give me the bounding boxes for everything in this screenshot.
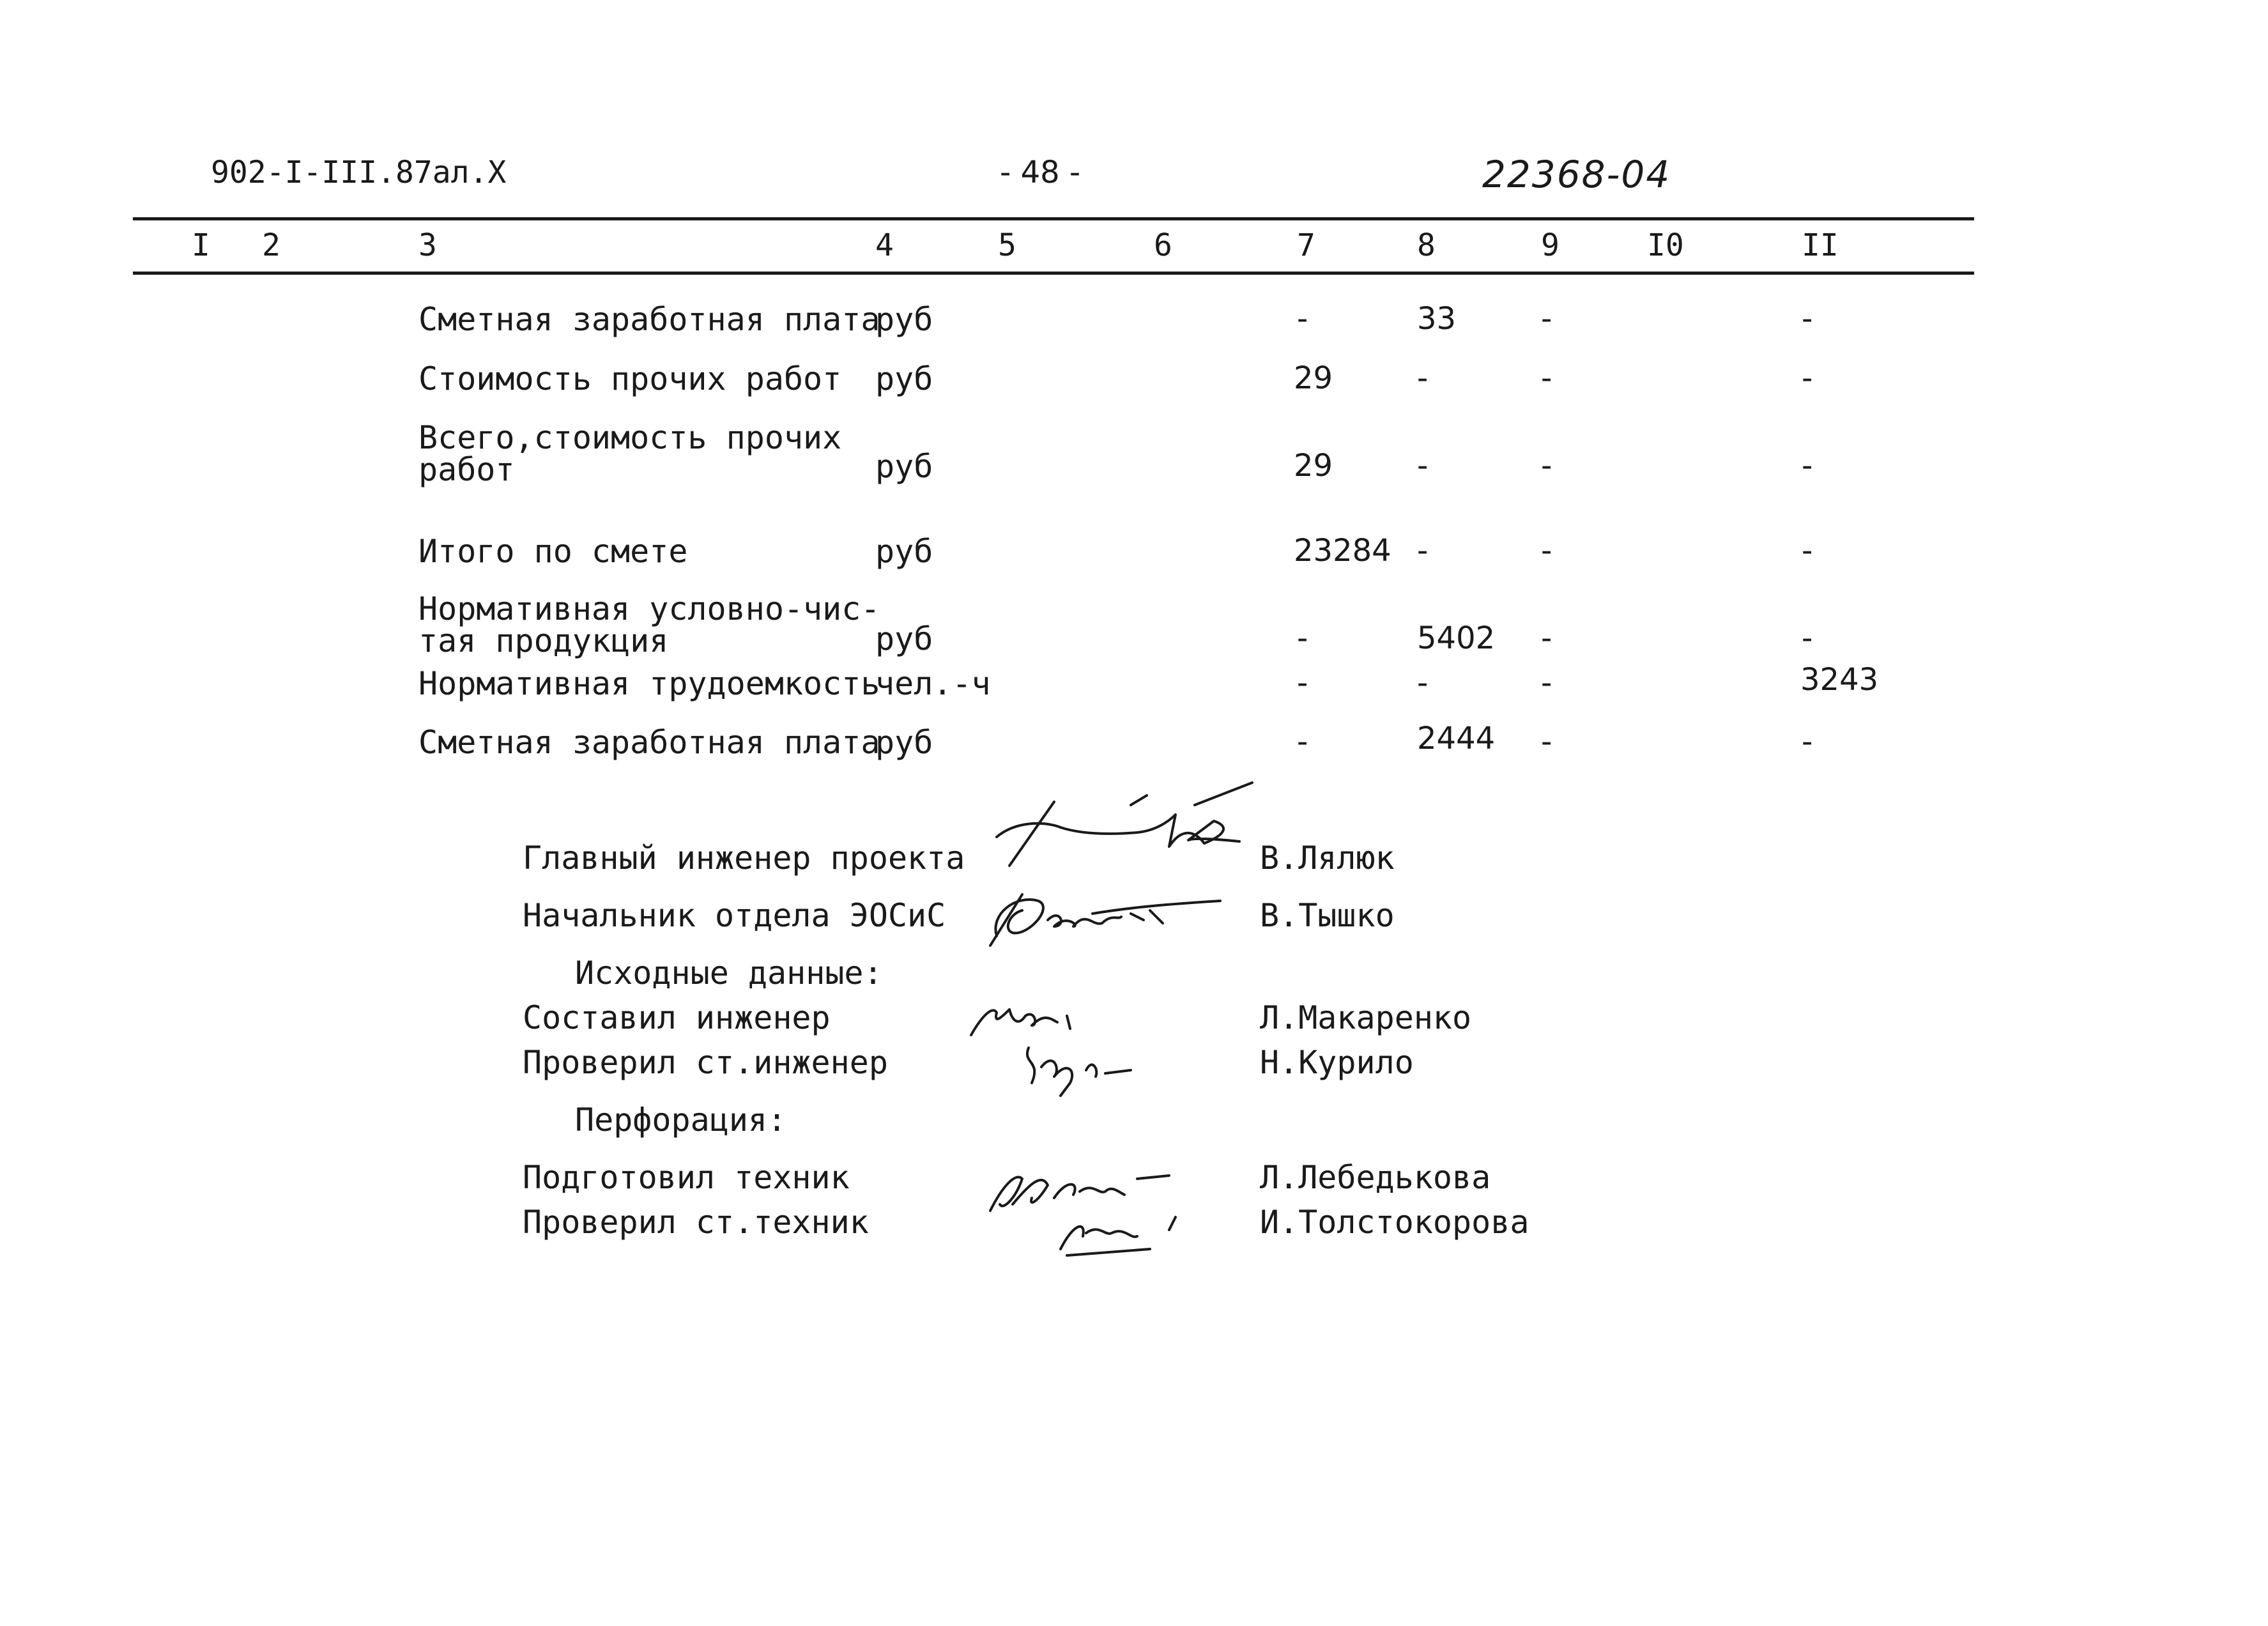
row-6-unit: чел.-ч <box>875 665 991 702</box>
signature-name-chief-engineer: В.Лялюк <box>1260 840 1395 877</box>
row-4-unit: руб <box>875 533 933 570</box>
section-heading-source-data: Исходные данные: <box>575 955 883 992</box>
row-2-col-8: - <box>1417 360 1429 396</box>
row-5-col-11: - <box>1802 620 1813 656</box>
row-6-col-8: - <box>1417 665 1429 701</box>
column-header-10: I0 <box>1647 227 1684 263</box>
row-2-col-9: - <box>1541 360 1552 396</box>
row-4-col-7: 23284 <box>1294 533 1391 569</box>
section-heading-perforation: Перфорация: <box>575 1101 787 1139</box>
handwritten-signature-chief-engineer <box>984 776 1265 878</box>
row-3-col-9: - <box>1541 448 1552 484</box>
column-header-2: 2 <box>262 227 280 263</box>
signature-role-compiled-by: Составил инженер <box>523 999 831 1036</box>
row-5-name-line-2: тая продукция <box>418 622 669 659</box>
row-2-unit: руб <box>875 360 933 397</box>
row-5-unit: руб <box>875 620 933 657</box>
row-7-name: Сметная заработная плата <box>418 724 880 761</box>
signature-name-department-head: В.Тышко <box>1260 897 1395 934</box>
signature-role-checked-by-engineer: Проверил ст.инженер <box>523 1044 888 1081</box>
row-4-col-11: - <box>1802 533 1813 569</box>
row-4-name: Итого по смете <box>418 533 688 570</box>
row-2-name: Стоимость прочих работ <box>418 360 842 397</box>
row-6-col-11: 3243 <box>1800 662 1879 698</box>
signature-role-checked-by-technician: Проверил ст.техник <box>523 1204 869 1241</box>
signature-name-prepared-by-technician: Л.Лебедькова <box>1260 1159 1491 1196</box>
column-header-9: 9 <box>1541 227 1559 263</box>
signature-role-department-head: Начальник отдела ЭОСиС <box>523 897 946 934</box>
table-top-rule <box>133 217 1974 220</box>
row-7-col-7: - <box>1297 724 1308 760</box>
column-header-4: 4 <box>875 227 894 263</box>
column-header-8: 8 <box>1417 227 1436 263</box>
column-header-1: I <box>192 227 210 263</box>
row-7-unit: руб <box>875 724 933 761</box>
row-3-name-line-2: работ <box>418 451 515 488</box>
signature-name-checked-by-technician: И.Толстокорова <box>1260 1204 1529 1241</box>
row-7-col-9: - <box>1541 724 1552 760</box>
row-5-col-9: - <box>1541 620 1552 656</box>
row-6-col-7: - <box>1297 665 1308 701</box>
row-7-col-11: - <box>1802 724 1813 760</box>
handwritten-signature-compiled-and-checked <box>958 987 1176 1102</box>
row-3-name-line-1: Всего,стоимость прочих <box>418 419 842 456</box>
row-1-name: Сметная заработная плата <box>418 301 880 338</box>
column-header-5: 5 <box>998 227 1016 263</box>
row-4-col-9: - <box>1541 533 1552 569</box>
row-1-unit: руб <box>875 301 933 338</box>
row-2-col-11: - <box>1802 360 1813 396</box>
row-3-col-8: - <box>1417 448 1429 484</box>
column-header-11: II <box>1802 227 1839 263</box>
signature-name-checked-by-engineer: Н.Курило <box>1260 1044 1414 1081</box>
row-6-col-9: - <box>1541 665 1552 701</box>
column-header-6: 6 <box>1154 227 1172 263</box>
row-3-unit: руб <box>875 448 933 485</box>
column-header-3: 3 <box>418 227 437 263</box>
row-1-col-7: - <box>1297 301 1308 337</box>
signature-name-compiled-by: Л.Макаренко <box>1260 999 1472 1036</box>
row-1-col-11: - <box>1802 301 1813 337</box>
signature-role-prepared-by-technician: Подготовил техник <box>523 1159 850 1196</box>
row-3-col-7: 29 <box>1294 448 1333 484</box>
handwritten-signature-perforation <box>977 1147 1246 1268</box>
row-1-col-9: - <box>1541 301 1552 337</box>
document-stamp-number: 22368-04 <box>1482 153 1671 196</box>
row-3-col-11: - <box>1802 448 1813 484</box>
row-5-col-7: - <box>1297 620 1308 656</box>
row-2-col-7: 29 <box>1294 360 1333 396</box>
row-7-col-8: 2444 <box>1417 721 1496 756</box>
row-1-col-8: 33 <box>1417 301 1457 337</box>
row-6-name: Нормативная трудоемкость <box>418 665 880 702</box>
row-5-name-line-1: Нормативная условно-чис- <box>418 590 880 627</box>
page-number: - 48 - <box>1000 155 1081 190</box>
table-header-rule <box>133 272 1974 275</box>
signature-role-chief-engineer: Главный инженер проекта <box>523 840 965 877</box>
handwritten-signature-department-head <box>977 875 1233 952</box>
column-header-7: 7 <box>1297 227 1315 263</box>
document-code: 902-I-III.87ал.X <box>211 155 507 190</box>
row-5-col-8: 5402 <box>1417 620 1496 656</box>
row-4-col-8: - <box>1417 533 1429 569</box>
